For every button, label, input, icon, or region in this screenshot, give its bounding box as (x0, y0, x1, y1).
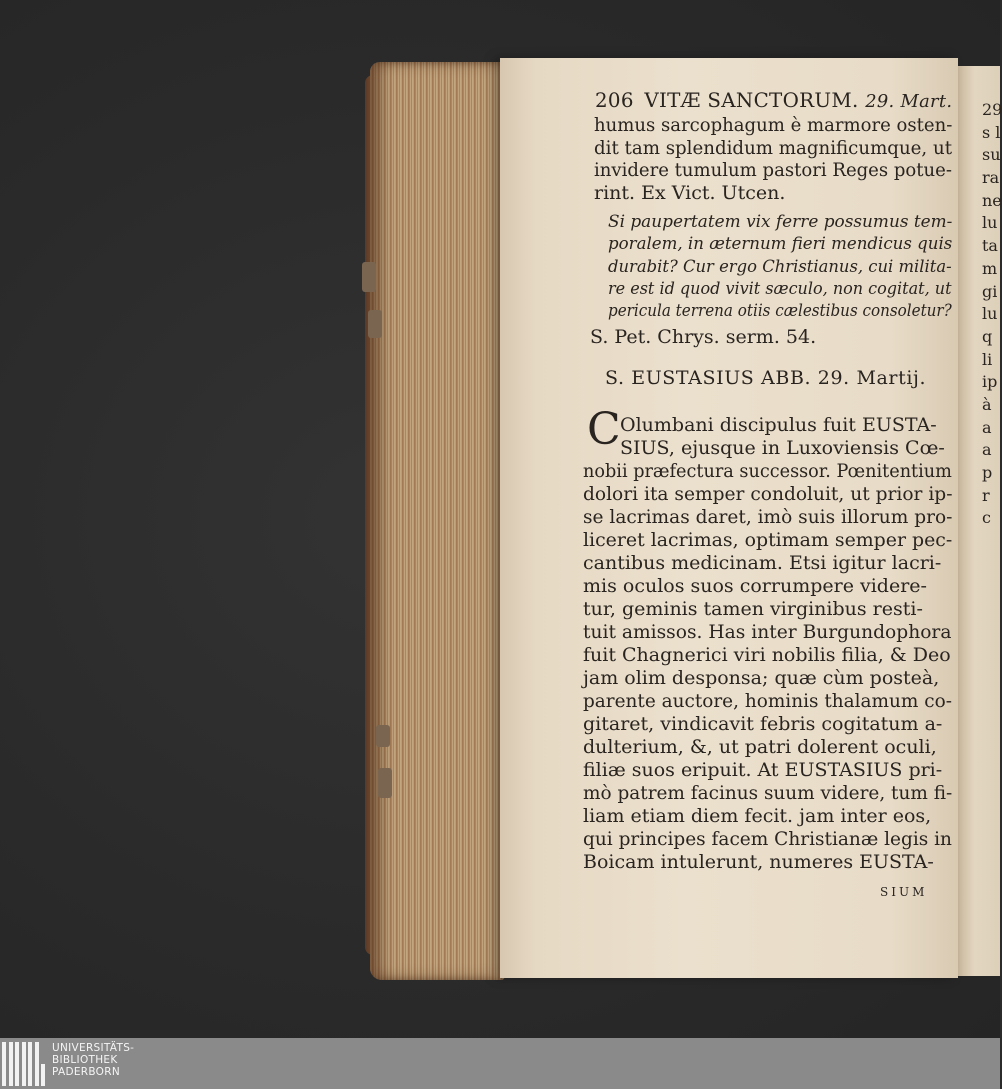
text-line: invidere tumulum pastori Reges potue- (594, 159, 952, 181)
facing-page-fragment: à (982, 394, 992, 414)
section-title: S. EUSTASIUS ABB. 29. Martij. (605, 367, 927, 389)
clasp-lower-hinge (378, 768, 392, 798)
facing-page-fragment: ta (982, 236, 998, 256)
running-head-title: VITÆ SANCTORUM. (644, 88, 859, 112)
library-name (52, 1042, 134, 1078)
clasp-lower (376, 725, 390, 747)
library-footer (0, 1038, 1000, 1089)
library-logo-icon (2, 1042, 46, 1086)
body-line: Boicam intulerunt, numeres EUSTA- (583, 851, 934, 873)
logo-bar (15, 1042, 19, 1086)
facing-page-text (982, 100, 1002, 531)
body-line: tur, geminis tamen virginibus resti- (583, 598, 923, 620)
logo-bar (41, 1064, 45, 1086)
facing-page-fragment: su (982, 145, 1001, 165)
logo-bar (22, 1042, 26, 1086)
facing-page-fragment: lu (982, 304, 998, 324)
body-line: SIUS, ejusque in Luxoviensis Cœ- (620, 437, 945, 459)
catchword: SIUM (880, 885, 928, 899)
quote-line: Si paupertatem vix ferre possumus tem- (608, 212, 953, 232)
facing-page-fragment: 29 (982, 100, 1002, 119)
page-number: 206 (595, 88, 634, 112)
clasp-upper-hinge (368, 310, 382, 338)
clasp-upper (362, 262, 376, 292)
body-line: se lacrimas daret, imò suis illorum pro- (583, 506, 953, 528)
body-line: filiæ suos eripuit. At EUSTASIUS pri- (583, 759, 943, 781)
body-line: qui principes facem Christianæ legis in (583, 828, 952, 850)
facing-page-fragment: q (982, 326, 993, 346)
facing-page-fragment: a (982, 417, 992, 437)
library-name-line: PADERBORN (52, 1066, 120, 1078)
facing-page-fragment: c (982, 508, 991, 528)
body-line: tuit amissos. Has inter Burgundophora (583, 621, 952, 643)
body-line: fuit Chagnerici viri nobilis filia, & Deo (583, 644, 951, 666)
library-name-line: BIBLIOTHEK (52, 1054, 118, 1066)
running-head (595, 88, 952, 112)
body-line: Olumbani discipulus fuit EUSTA- (620, 414, 937, 436)
body-line: liceret lacrimas, optimam semper pec- (583, 529, 953, 551)
body-line: cantibus medicinam. Etsi igitur lacri- (583, 552, 942, 574)
body-line: liam etiam diem fecit. jam inter eos, (583, 805, 932, 827)
facing-page-fragment: li (982, 349, 993, 369)
body-line: parente auctore, hominis thalamum co- (583, 690, 952, 712)
facing-page-fragment: ne (982, 190, 1002, 210)
text-line: dit tam splendidum magnificumque, ut (594, 136, 953, 159)
library-name-line: UNIVERSITÄTS- (52, 1042, 135, 1054)
body-line: jam olim desponsa; quæ cùm posteà, (583, 667, 940, 689)
body-line: mò patrem facinus suum videre, tum fi- (583, 782, 953, 804)
facing-page-fragment: s l (982, 122, 1001, 142)
quote-line: poralem, in æternum fieri mendicus quis (608, 234, 953, 255)
logo-bar (2, 1042, 6, 1086)
running-head-date: 29. Mart. (865, 91, 953, 112)
facing-page-fragment: r (982, 485, 990, 505)
logo-bar (9, 1042, 13, 1086)
book-fore-edge (370, 62, 505, 980)
body-line: nobii præfectura successor. Pœnitentium (583, 460, 952, 482)
text-line: rint. Ex Vict. Utcen. (594, 181, 786, 204)
body-line: dolori ita semper condoluit, ut prior ip- (583, 483, 953, 505)
drop-capital: C (587, 404, 621, 455)
body-line: mis oculos suos corrumpere videre- (583, 575, 927, 597)
quote-line: pericula terrena otiis cælestibus consoletur? (608, 301, 952, 322)
logo-bar (35, 1042, 39, 1086)
facing-page-fragment: p (982, 463, 993, 482)
logo-bar (28, 1042, 32, 1086)
facing-page-fragment: ip (982, 372, 998, 392)
facing-page-fragment: lu (982, 213, 998, 233)
facing-page-fragment: ra (982, 168, 1000, 188)
body-line: gitaret, vindicavit febris cogitatum a- (583, 713, 943, 735)
body-line: dulterium, &, ut patri dolerent oculi, (583, 736, 937, 758)
quote-line: re est id quod vivit sæculo, non cogitat, ut (608, 278, 952, 299)
quote-line: durabit? Cur ergo Christianus, cui milita- (608, 256, 952, 277)
text-line: humus sarcophagum è marmore osten- (594, 114, 953, 136)
facing-page-fragment: gi (982, 281, 998, 301)
quotation-source: S. Pet. Chrys. serm. 54. (590, 326, 817, 348)
facing-page-fragment: a (982, 440, 992, 460)
facing-page-fragment: m (982, 258, 998, 278)
